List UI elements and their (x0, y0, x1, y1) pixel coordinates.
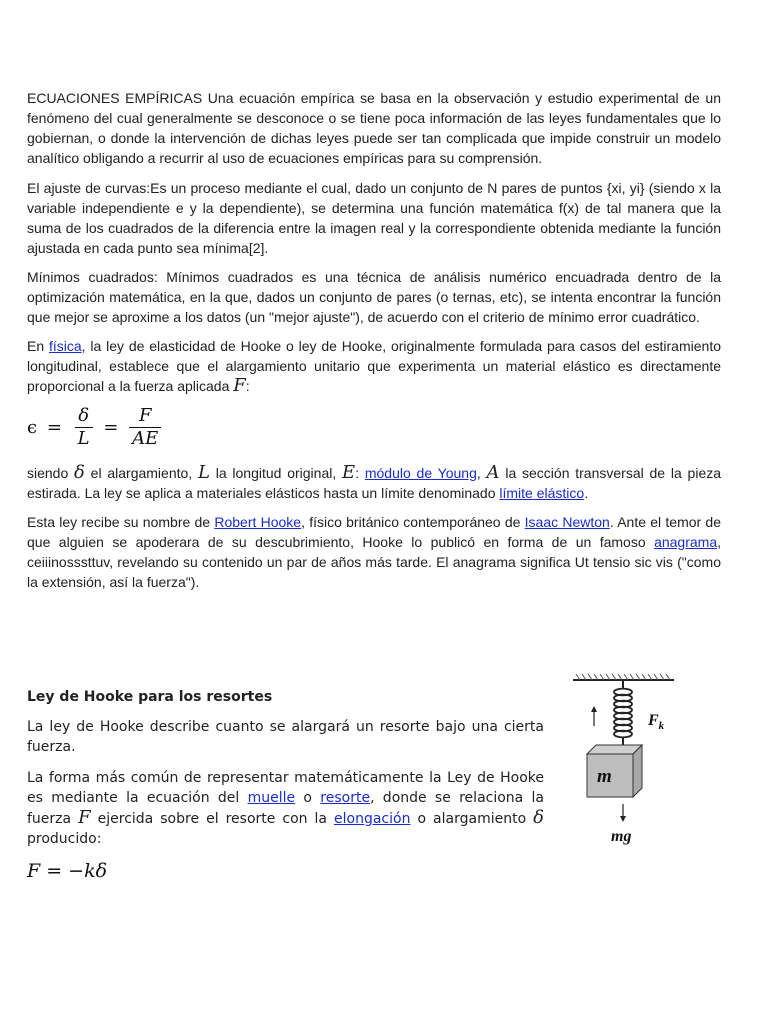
text: , donde se relaciona la fuerza (27, 790, 545, 827)
paragraph-curve-fitting: El ajuste de curvas:Es un proceso mediante el cual, dado un conjunto de N pares de puntos {xi, yi} (siendo x la variable independiente e y la dependiente), se determina una función matemática f(x) de tal manera que la suma de los cuadrados de la diferencia entre la imagen real y la correspondiente obtenida mediante la función ajustada en cada punto sea mínima[2]. (27, 180, 721, 256)
eq-lhs: ϵ (27, 417, 38, 438)
springs-section (27, 689, 544, 882)
link-anagrama[interactable]: anagrama (654, 534, 718, 550)
text: : (245, 378, 250, 394)
frac-num: F (129, 405, 161, 428)
math-L: L (197, 462, 210, 483)
frac-den: L (77, 428, 90, 449)
text: Esta ley recibe su nombre de (27, 514, 215, 530)
weight-arrow-head (620, 816, 626, 822)
force-label: $F_k$ (648, 712, 665, 732)
math-delta: δ (74, 462, 85, 483)
text: La forma más común de representar matemáticamente la Ley de Hooke es mediante la ecuación del (27, 770, 544, 806)
paragraph-hooke-law (27, 336, 721, 396)
paragraph-spring-intro: La ley de Hooke describe cuanto se alargará un resorte bajo una cierta fuerza. (27, 719, 544, 755)
text: o alargamiento (410, 811, 534, 827)
text: , la ley de elasticidad de Hooke o ley de Hooke, originalmente formulada para casos del estiramiento longitudinal, establece que el alargamiento unitario que experimenta un material elástico es directamente proporcional a la fuerza aplicada (27, 338, 721, 394)
strain-equation (27, 405, 721, 457)
spring-mass-diagram (570, 672, 680, 852)
hooke-spring-equation: F = −kδ (27, 860, 108, 882)
link-robert-hooke[interactable]: Robert Hooke (214, 514, 302, 530)
math-F: F (78, 807, 91, 828)
frac-den: AE (132, 428, 159, 449)
text: o (295, 790, 321, 806)
fraction-F-AE (129, 405, 161, 450)
text: la longitud original, (209, 465, 343, 481)
eq-equals: = (46, 417, 62, 438)
paragraph-variables (27, 463, 721, 503)
paragraph-empirical-equations: ECUACIONES EMPÍRICAS Una ecuación empírica se basa en la observación y estudio experimental de un fenómeno del cual generalmente se desconoce o se tiene poca información de las leyes fundamentales que lo gobiernan, o donde la intervención de dichas leyes puede ser tan complicada que impide construir un modelo analítico obligando a recurrir al uso de ecuaciones empíricas para su comprensión. (27, 90, 721, 166)
block-side (633, 745, 642, 797)
link-limite-elastico[interactable]: límite elástico (499, 485, 585, 501)
spring-coils (614, 689, 632, 738)
text: ejercida sobre el resorte con la (90, 811, 335, 827)
link-muelle[interactable]: muelle (247, 790, 296, 806)
link-fisica[interactable]: física (48, 338, 82, 354)
math-A: A (486, 462, 500, 483)
frac-num: δ (75, 405, 93, 428)
paragraph-spring-equation (27, 768, 544, 849)
text: el alargamiento, (84, 465, 198, 481)
text: : (355, 465, 365, 481)
text: . (584, 485, 589, 501)
text: , ceiiinosssttuv, revelando su contenido un par de años más tarde. El anagrama significa Ut tensio sic vis ("como la extensión, así la fuerza"). (27, 534, 721, 590)
link-elongacion[interactable]: elongación (334, 811, 411, 827)
force-arrow-head (591, 706, 597, 712)
weight-label: mg (611, 828, 632, 845)
math-delta: δ (533, 807, 544, 828)
text: En (27, 338, 49, 354)
mass-label: m (597, 766, 612, 787)
paragraph-least-squares: Mínimos cuadrados: Mínimos cuadrados es una técnica de análisis numérico encuadrada dentro de la optimización matemática, en la que, dados un conjunto de pares (o ternas, etc), se intenta encontrar la función que mejor se aproxime a los datos (un "mejor ajuste"), de acuerdo con el criterio de mínimo error cuadrático. (27, 269, 721, 325)
math-E: E (342, 462, 356, 483)
math-F: F (233, 375, 246, 396)
fraction-delta-L (75, 405, 93, 450)
text: . Ante el temor de que alguien se apoderara de su descubrimiento, Hooke lo publicó en forma de un famoso (27, 514, 721, 550)
text: , (476, 465, 487, 481)
spring-diagram-svg (570, 672, 680, 852)
text: siendo (27, 465, 75, 481)
paragraph-history (27, 512, 721, 592)
section-heading: Ley de Hooke para los resortes (27, 689, 273, 705)
link-resorte[interactable]: resorte (320, 790, 371, 806)
text: , físico británico contemporáneo de (301, 514, 525, 530)
text: la sección transversal de la pieza estirada. La ley se aplica a materiales elásticos hasta un límite denominado (27, 465, 722, 501)
article-body (27, 88, 721, 601)
text: producido: (27, 831, 102, 847)
link-modulo-de-young[interactable]: módulo de Young (364, 465, 477, 481)
link-isaac-newton[interactable]: Isaac Newton (524, 514, 610, 530)
eq-equals-2: = (103, 417, 119, 438)
